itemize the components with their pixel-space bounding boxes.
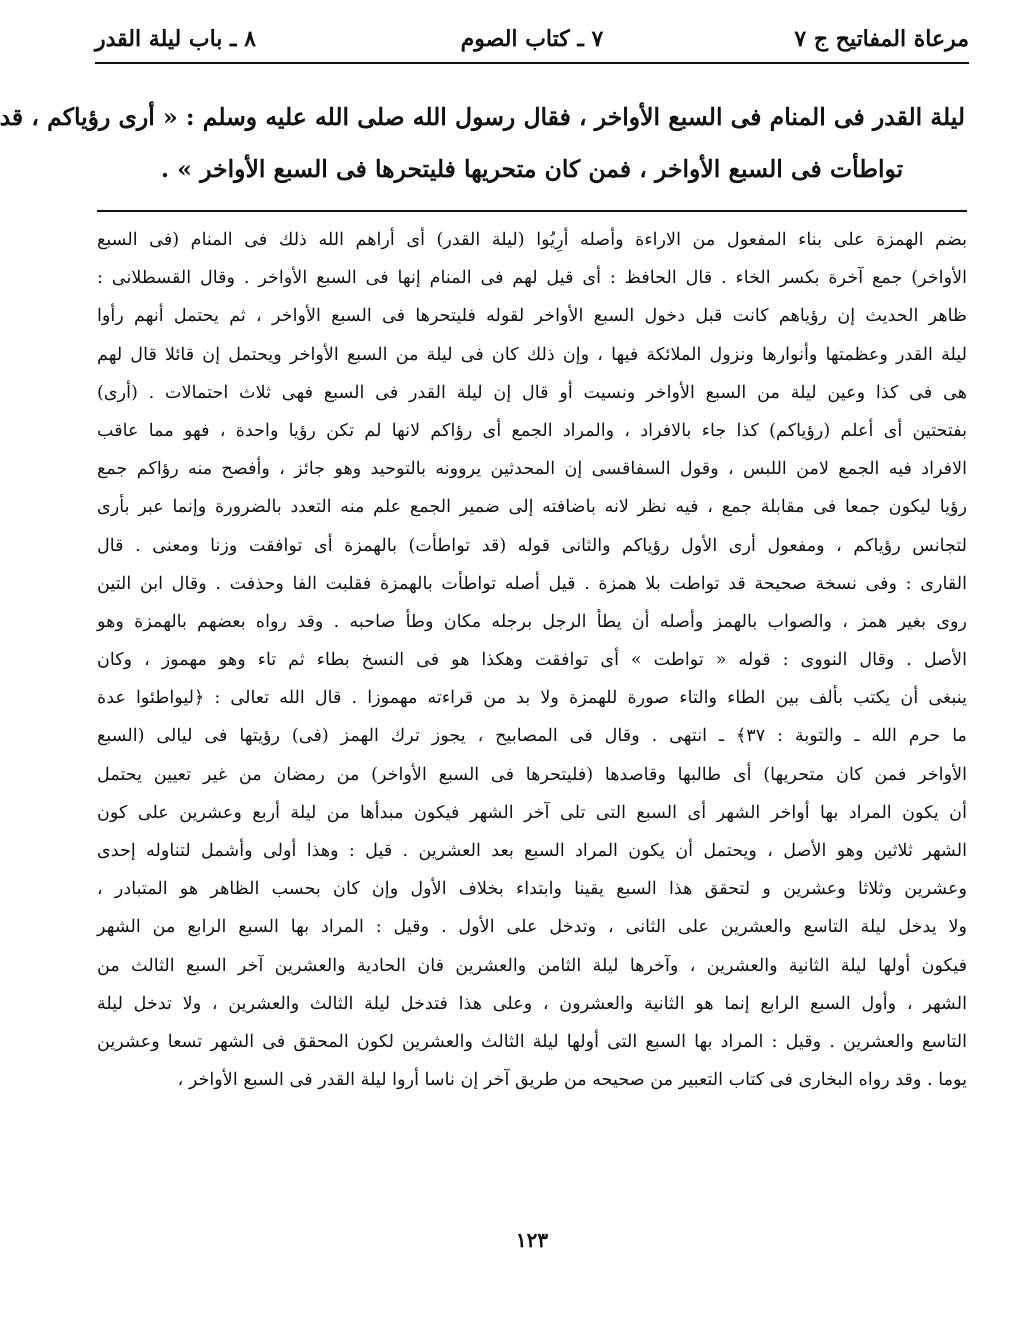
commentary-line: الشهر ، وأول السبع الرابع إنما هو الثانية والعشرون ، وعلى هذا فتدخل ليلة الثالث والعشرين ، ولا تدخل ليلة	[97, 993, 967, 1014]
commentary-line: بضم الهمزة على بناء المفعول من الاراءة وأصله أرِيُوا (ليلة القدر) أى أراهم الله ذلك فى المنام (فى السبع	[97, 230, 967, 250]
commentary-line: الأواخر فمن كان متحريها) أى طالبها وقاصدها (فليتحرها فى السبع الأواخر) من رمضان من غير تعيين يحتمل	[97, 764, 967, 785]
header-divider	[95, 62, 969, 64]
hadith-divider	[97, 210, 967, 212]
header-book-title: مرعاة المفاتيح ج ٧	[794, 26, 969, 52]
commentary-text	[97, 228, 967, 1106]
commentary-line: الشهر ثلاثين وهو الأصل ، ويحتمل أن يكون المراد السبع بعد العشرين . قيل : وهذا أولى وأشمل لتناوله إحدى	[97, 841, 967, 861]
header-section-title: ٨ ـ باب ليلة القدر	[95, 26, 256, 52]
commentary-line: أن يكون المراد بها أواخر الشهر أى السبع التى تلى آخر الشهر فيكون مبدأها من ليلة أربع وعشرين على كون	[97, 802, 967, 823]
commentary-line: التاسع والعشرين . وقيل : المراد بها السبع التى أولها ليلة الثالث والعشرين لكون المحقق فى الشهر تسعا وعشرين	[97, 1031, 967, 1052]
commentary-line: ولا يدخل ليلة التاسع والعشرين على الثانى ، وتدخل على الأول . وقيل : المراد بها السبع الرابع من الشهر	[97, 917, 967, 938]
commentary-line: ما حرم الله ـ والتوبة : ٣٧﴾ ـ انتهى . وقال فى المصابيح ، يجوز ترك الهمز (فى) رؤيتها فى ليالى (السبع	[97, 726, 967, 747]
commentary-line: الافراد فيه الجمع لامن اللبس ، وقول السفاقسى إن المحدثين يروونه بالتوحيد وهو جائز ، وأفصح منه رؤاكم جمع	[97, 459, 967, 480]
header-chapter-title: ٧ ـ كتاب الصوم	[460, 26, 604, 52]
hadith-text	[0, 102, 965, 206]
hadith-line: ليلة القدر فى المنام فى السبع الأواخر ، فقال رسول الله صلى الله عليه وسلم : « أرى رؤياكم ، قد	[0, 103, 965, 131]
commentary-line: روى بغير همز ، والصواب بالهمز وأصله أن يطأ الرجل برجله مكان وطأ صاحبه . وقد رواه بعضهم بالهمزة وهو	[97, 611, 967, 632]
commentary-line: رؤيا ليكون جمعا فى مقابلة جمع ، فيه نظر لانه باضافته إلى ضمير الجمع علم منه التعدد بالضرورة وإنما عبر بأرى	[97, 497, 967, 518]
commentary-line: الأواخر) جمع آخرة بكسر الخاء . قال الحافظ : أى قيل لهم فى المنام إنها فى السبع الأواخر . وقال القسطلانى :	[97, 268, 967, 289]
page-number: ١٢٣	[515, 1228, 549, 1252]
commentary-line: بفتحتين أى أعلم (رؤياكم) كذا جاء بالافراد ، والمراد الجمع أى رؤاكم لانها لم تكن رؤيا واحدة ، فهو مما عاقب	[97, 420, 967, 441]
commentary-line: القارى : وفى نسخة صحيحة قد تواطت بلا همزة . قيل أصله تواطأت بالهمزة فقلبت الفا وحذفت . وقال ابن التين	[97, 573, 967, 594]
commentary-line: لتجانس رؤياكم ، ومفعول أرى الأول رؤياكم والثانى قوله (قد تواطأت) بالهمزة أى توافقت وزنا ومعنى . قال	[97, 535, 967, 556]
commentary-line: ظاهر الحديث إن رؤياهم كانت قبل دخول السبع الأواخر لقوله فليتحرها فى السبع الأواخر ، ثم يحتمل أنهم رأوا	[97, 306, 967, 327]
commentary-line: ليلة القدر وعظمتها وأنوارها ونزول الملائكة فيها ، وإن ذلك كان فى ليلة من السبع الأواخر ويحتمل إن قائلا قال لهم	[97, 344, 967, 365]
hadith-line: تواطأت فى السبع الأواخر ، فمن كان متحريها فليتحرها فى السبع الأواخر » .	[160, 155, 904, 183]
commentary-line: الأصل . وقال النووى : قوله « تواطت » أى توافقت وهكذا هو فى النسخ بطاء ثم تاء وهو مهموز ، وكان	[97, 650, 967, 671]
commentary-line: وعشرين وثلاثا وعشرين و لتحقق هذا السبع يقينا وابتداء بخلاف الأول وإن كان بحسب الظاهر هو المتبادر ،	[97, 879, 967, 900]
running-header	[95, 22, 969, 62]
commentary-line: هى فى كذا وعين ليلة من السبع الأواخر ونسيت أو قال إن ليلة القدر فى السبع فهى ثلاث احتمالات . (أرى)	[97, 382, 967, 403]
commentary-line: يوما . وقد رواه البخارى فى كتاب التعبير من صحيحه من طريق آخر إن ناسا أروا ليلة القدر فى السبع الأواخر ،	[177, 1070, 967, 1091]
commentary-line: ينبغى أن يكتب بألف بين الطاء والتاء صورة للهمزة ولا بد من قراءته مهموزا . قال الله تعالى : ﴿ليواطئوا عدة	[97, 688, 967, 709]
commentary-line: فيكون أولها ليلة الثانية والعشرين ، وآخرها ليلة الثامن والعشرين فان الحادية والعشرين آخر السبع الثالث من	[97, 955, 967, 976]
